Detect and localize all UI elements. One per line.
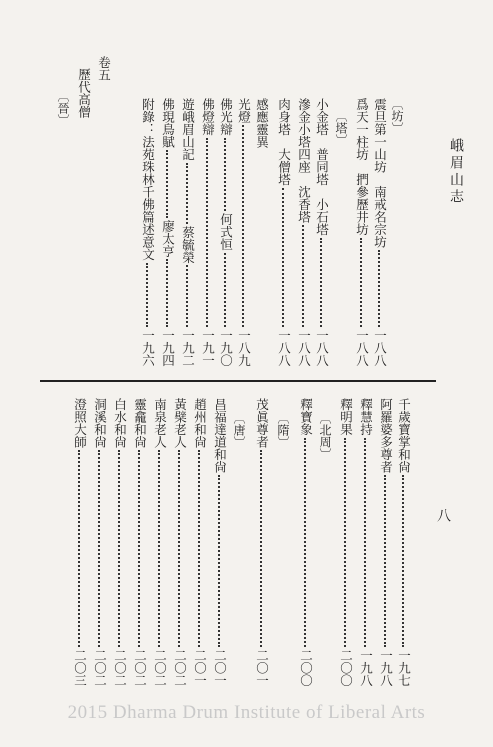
toc-bottom-entry	[319, 412, 331, 460]
toc-top-entry	[315, 98, 328, 366]
entry-page-number: 二〇二	[112, 648, 128, 686]
entry-page-number: 二〇二	[172, 648, 188, 686]
entry-title: 千歲寶掌和尙	[396, 398, 412, 473]
toc-top-entry	[391, 98, 403, 134]
entry-author: 何式恒	[218, 213, 234, 251]
leader-dots	[178, 450, 180, 647]
entry-title: 感應靈異	[254, 98, 270, 148]
entry-author: 廖太亨	[160, 219, 176, 257]
entry-title: 〔北周〕	[318, 412, 332, 460]
entry-title: 佛光辯	[218, 98, 234, 136]
leader-dots	[224, 138, 226, 212]
entry-title: 震旦第一山坊 南戒名宗坊	[372, 98, 388, 248]
entry-title: 小金塔 普同塔 小石塔	[314, 98, 330, 236]
toc-top-entry	[335, 110, 347, 146]
entry-title: 阿羅婆多尊者	[378, 398, 394, 473]
entry-page-number: 二〇一	[254, 648, 270, 686]
toc-top-entry	[355, 98, 368, 366]
entry-title: 昌福達道和尙	[212, 398, 228, 473]
toc-bottom-entry	[299, 398, 312, 686]
leader-dots	[320, 238, 322, 327]
toc-top-entry	[161, 98, 174, 366]
toc-bottom-entry	[359, 398, 372, 686]
toc-top-entry	[97, 56, 110, 81]
toc-top-entry	[141, 98, 154, 366]
entry-title: 澄照大師	[72, 398, 88, 448]
entry-page-number: 二〇二	[92, 648, 108, 686]
entry-page-number: 一八八	[314, 328, 330, 366]
leader-dots	[360, 238, 362, 327]
section-divider	[40, 380, 436, 382]
leader-dots	[402, 475, 404, 647]
entry-title: 〔塔〕	[334, 110, 348, 146]
entry-page-number: 一九八	[358, 648, 374, 686]
entry-page-number: 一九〇	[218, 328, 234, 366]
leader-dots	[198, 450, 200, 647]
toc-bottom-entry	[397, 398, 410, 686]
toc-top-entry	[373, 98, 386, 366]
entry-page-number: 二〇三	[72, 648, 88, 686]
entry-page-number: 一八八	[372, 328, 388, 366]
entry-title: 佛現鳥賦	[160, 98, 176, 148]
entry-title: 南泉老人	[152, 398, 168, 448]
leader-dots	[242, 125, 244, 327]
toc-bottom-entry	[277, 412, 289, 448]
leader-dots	[158, 450, 160, 647]
entry-title: 趙州和尙	[192, 398, 208, 448]
toc-bottom-entry	[233, 412, 245, 448]
toc-bottom-entry	[93, 398, 106, 686]
entry-page-number: 二〇〇	[338, 648, 354, 686]
leader-dots	[224, 253, 226, 327]
entry-title: 〔唐〕	[232, 412, 246, 448]
leader-dots	[98, 450, 100, 647]
leader-dots	[186, 265, 188, 326]
entry-title: 爲天一柱坊 捫參歷井坊	[354, 98, 370, 236]
entry-title: 釋寶象	[298, 398, 314, 436]
toc-top-entry	[181, 98, 194, 366]
entry-title: 釋慧持	[358, 398, 374, 436]
toc-bottom-entry	[133, 398, 146, 686]
toc-top-entry	[237, 98, 250, 366]
book-title-header: 峨眉山志	[448, 138, 464, 206]
entry-page-number: 二〇二	[152, 648, 168, 686]
toc-top-entry	[77, 68, 90, 118]
entry-title: 黃檗老人	[172, 398, 188, 448]
leader-dots	[78, 450, 80, 647]
leader-dots	[260, 450, 262, 647]
toc-bottom-entry	[73, 398, 86, 686]
toc-top-entry	[297, 98, 310, 366]
entry-page-number: 二〇〇	[298, 648, 314, 686]
entry-title: 遊峨眉山記	[180, 98, 196, 161]
leader-dots	[384, 475, 386, 647]
toc-bottom-entry	[153, 398, 166, 686]
entry-title: 靈龕和尙	[132, 398, 148, 448]
entry-page-number: 一九八	[378, 648, 394, 686]
entry-page-number: 一九六	[140, 328, 156, 366]
entry-page-number: 一九二	[180, 328, 196, 366]
toc-top-entry	[277, 98, 290, 366]
entry-page-number: 二〇二	[132, 648, 148, 686]
entry-title: 歷代高僧	[76, 68, 92, 118]
entry-title: 附錄：法苑珠林千佛篇述意文	[140, 98, 156, 261]
leader-dots	[166, 150, 168, 218]
leader-dots	[302, 225, 304, 327]
entry-page-number: 一九四	[160, 328, 176, 366]
leader-dots	[304, 438, 306, 647]
entry-title: 肉身塔 大僧塔	[276, 98, 292, 186]
entry-page-number: 二〇一	[212, 648, 228, 686]
toc-bottom-entry	[379, 398, 392, 686]
entry-page-number: 一八八	[354, 328, 370, 366]
entry-title: 茂眞尊者	[254, 398, 270, 448]
entry-title: 〔坊〕	[390, 98, 404, 134]
leader-dots	[378, 250, 380, 327]
toc-bottom-entry	[255, 398, 268, 686]
toc-top-entry	[255, 98, 268, 148]
entry-title: 滲金小塔四座 沈香塔	[296, 98, 312, 223]
leader-dots	[118, 450, 120, 647]
entry-page-number: 一八八	[296, 328, 312, 366]
entry-title: 佛燈辯	[200, 98, 216, 136]
leader-dots	[282, 188, 284, 327]
leader-dots	[186, 163, 188, 224]
toc-bottom-entry	[173, 398, 186, 686]
toc-top-entry	[57, 90, 69, 126]
entry-page-number: 一九一	[200, 328, 216, 366]
entry-page-number: 一八八	[276, 328, 292, 366]
page-number: 八	[435, 508, 451, 522]
entry-page-number: 一八九	[236, 328, 252, 366]
entry-title: 洞溪和尙	[92, 398, 108, 448]
toc-bottom-entry	[213, 398, 226, 686]
leader-dots	[344, 438, 346, 647]
leader-dots	[146, 263, 148, 327]
entry-title: 〔隋〕	[276, 412, 290, 448]
toc-bottom-entry	[339, 398, 352, 686]
leader-dots	[364, 438, 366, 647]
entry-title: 白水和尙	[112, 398, 128, 448]
leader-dots	[138, 450, 140, 647]
entry-page-number: 二〇一	[192, 648, 208, 686]
leader-dots	[218, 475, 220, 647]
toc-top-entry	[219, 98, 232, 366]
toc-bottom-entry	[193, 398, 206, 686]
entry-title: 釋明果	[338, 398, 354, 436]
watermark-text: 2015 Dharma Drum Institute of Liberal Arts	[67, 702, 426, 723]
entry-title: 〔晉〕	[56, 90, 70, 126]
toc-top-entry	[201, 98, 214, 366]
leader-dots	[166, 259, 168, 327]
entry-author: 蔡毓榮	[180, 225, 196, 264]
toc-bottom-entry	[113, 398, 126, 686]
entry-title: 光燈	[236, 98, 252, 123]
entry-page-number: 一九七	[396, 648, 412, 686]
leader-dots	[206, 138, 208, 327]
entry-title: 卷五	[96, 56, 112, 81]
